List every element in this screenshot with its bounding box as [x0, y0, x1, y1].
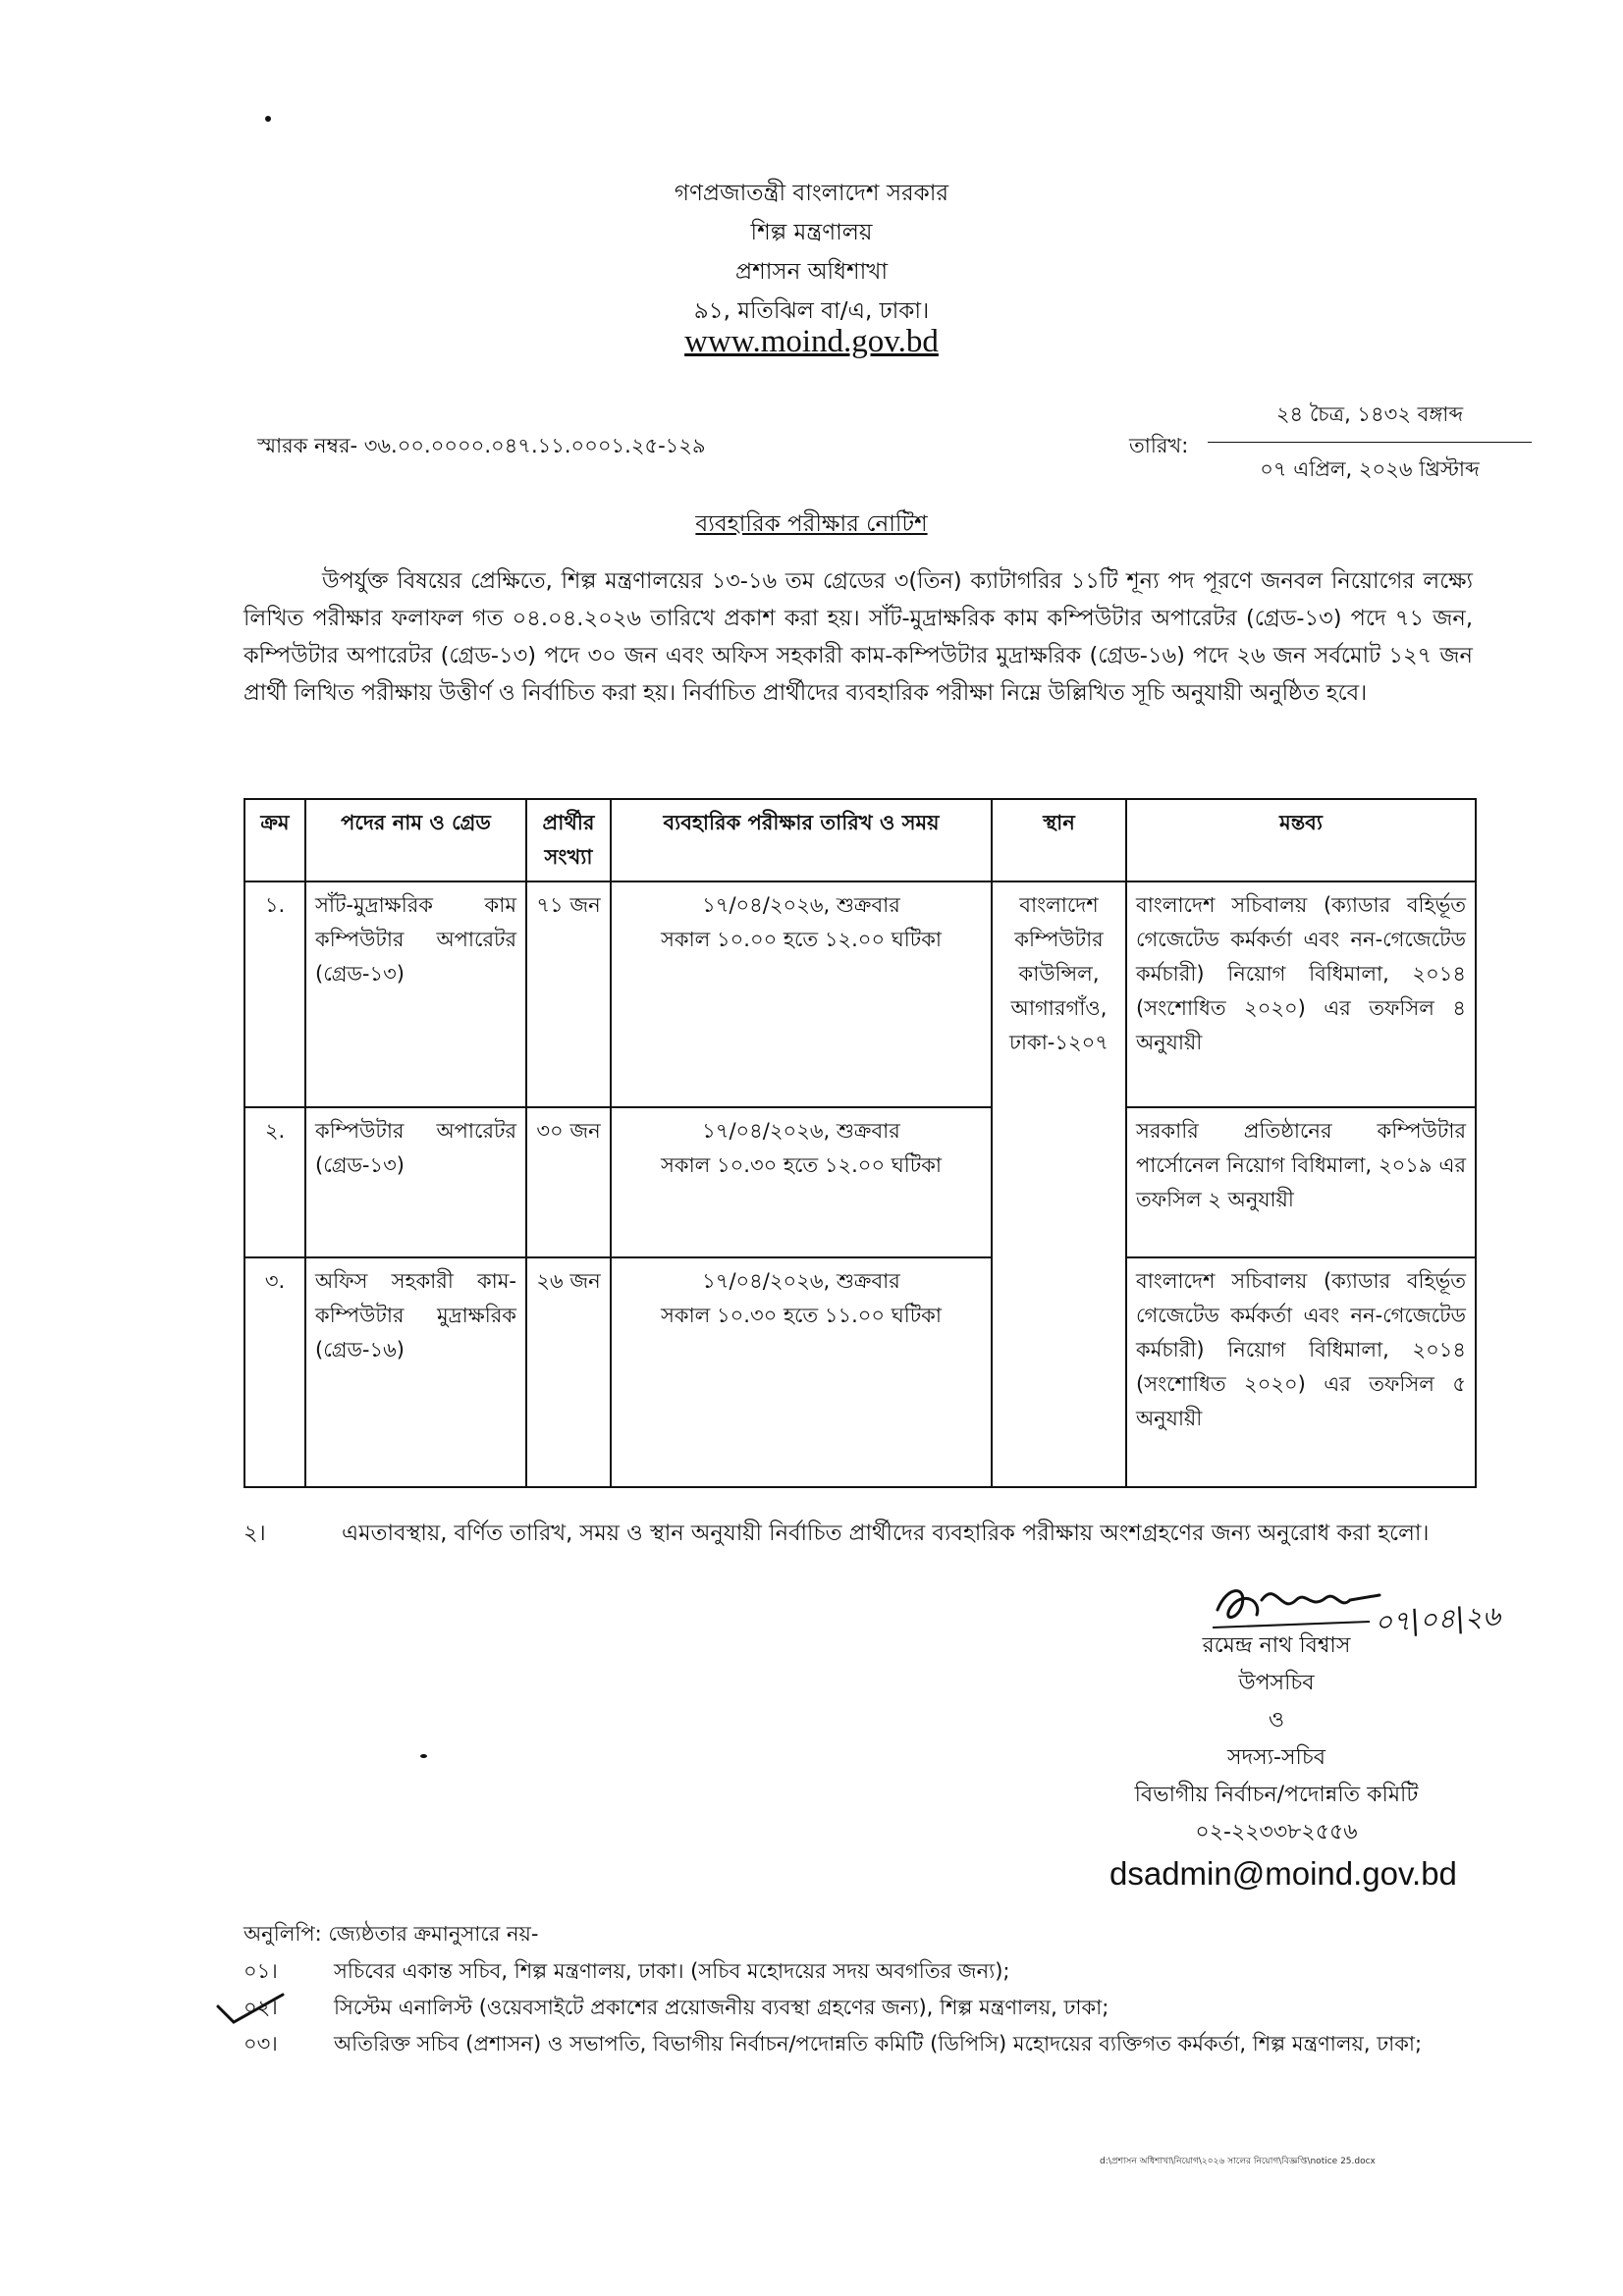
cell-remark: বাংলাদেশ সচিবালয় (ক্যাডার বহির্ভূত গেজেটেড কর্মকর্তা এবং নন-গেজেটেড কর্মচারী) নিয়োগ বিধিমালা, ২০১৪ (সংশোধিত ২০২০) এর তফসিল ৪ অনুযায়ী [1126, 881, 1476, 1107]
table-row [244, 1107, 1476, 1257]
list-item [243, 2026, 1473, 2062]
list-item-number: ০১। [243, 1959, 278, 1983]
table-row [244, 1257, 1476, 1487]
col-header-serial: ক্রম [244, 799, 305, 881]
distribution-list [243, 1953, 1473, 2062]
header-line-2: শিল্প মন্ত্রণালয় [750, 220, 873, 245]
distribution-heading: অনুলিপি: জ্যেষ্ঠতার ক্রমানুসারে নয়- [243, 1922, 539, 1946]
list-item [243, 1990, 1473, 2026]
cell-venue: বাংলাদেশ কম্পিউটার কাউন্সিল, আগারগাঁও, ঢাকা-১২০৭ [992, 881, 1126, 1487]
cell-datetime [611, 1107, 992, 1257]
signatory-role: সদস্য-সচিব [1227, 1745, 1325, 1770]
memo-number: স্মারক নম্বর- ৩৬.০০.০০০০.০৪৭.১১.০০০১.২৫-১২৯ [257, 434, 706, 457]
schedule-table [243, 798, 1477, 1488]
list-item [243, 1953, 1473, 1990]
cell-post: সাঁট-মুদ্রাক্ষরিক কাম কম্পিউটার অপারেটর (গ্রেড-১৩) [305, 881, 526, 1107]
cell-remark: বাংলাদেশ সচিবালয় (ক্যাডার বহির্ভূত গেজেটেড কর্মকর্তা এবং নন-গেজেটেড কর্মচারী) নিয়োগ বিধিমালা, ২০১৪ (সংশোধিত ২০২০) এর তফসিল ৫ অনুযায়ী [1126, 1257, 1476, 1487]
signatory-phone: ০২-২২৩৩৮২৫৫৬ [1195, 1820, 1358, 1844]
signatory-email[interactable]: dsadmin@moind.gov.bd [1109, 1855, 1457, 1892]
col-header-post: পদের নাম ও গ্রেড [305, 799, 526, 881]
signatory-name: রমেন্দ্র নাথ বিশ্বাস [1202, 1633, 1351, 1658]
table-row [244, 881, 1476, 1107]
signatory-block [1100, 1628, 1453, 1851]
scan-speck [420, 1754, 427, 1758]
cell-serial: ৩. [244, 1257, 305, 1487]
col-header-datetime: ব্যবহারিক পরীক্ষার তারিখ ও সময় [611, 799, 992, 881]
cell-count: ৩০ জন [526, 1107, 611, 1257]
cell-count: ২৬ জন [526, 1257, 611, 1487]
intro-paragraph: উপর্যুক্ত বিষয়ের প্রেক্ষিতে, শিল্প মন্ত্রণালয়ের ১৩-১৬ তম গ্রেডের ৩(তিন) ক্যাটাগরির ১১টি শূন্য পদ পূরণে জনবল নিয়োগের লক্ষ্যে লিখিত পরীক্ষার ফলাফল গত ০৪.০৪.২০২৬ তারিখে প্রকাশ করা হয়। সাঁট-মুদ্রাক্ষরিক কাম কম্পিউটার অপারেটর (গ্রেড-১৩) পদে ৭১ জন, কম্পিউটার অপারেটর (গ্রেড-১৩) পদে ৩০ জন এবং অফিস সহকারী কাম-কম্পিউটার মুদ্রাক্ষরিক (গ্রেড-১৬) পদে ২৬ জন সর্বমোট ১২৭ জন প্রার্থী লিখিত পরীক্ষায় উত্তীর্ণ ও নির্বাচিত করা হয়। নির্বাচিত প্রার্থীদের ব্যবহারিক পরীক্ষা নিম্নে উল্লিখিত সূচি অনুযায়ী অনুষ্ঠিত হবে। [243, 568, 1473, 706]
list-item-text: অতিরিক্ত সচিব (প্রশাসন) ও সভাপতি, বিভাগীয় নির্বাচন/পদোন্নতি কমিটি (ডিপিসি) মহোদয়ের ব্যক্তিগত কর্মকর্তা, শিল্প মন্ত্রণালয়, ঢাকা; [334, 2032, 1423, 2056]
footer-file-path: d:\প্রশাসন অধিশাখা\নিয়োগ\২০২৬ সালের নিয়োগ\বিজ্ঞপ্তি\notice 25.docx [1100, 2157, 1376, 2166]
cell-date: ১৭/০৪/২০২৬, শুক্রবার [702, 1269, 900, 1293]
date-divider [1208, 442, 1532, 443]
cell-datetime [611, 1257, 992, 1487]
header-line-4: ৯১, মতিঝিল বা/এ, ঢাকা। [693, 298, 930, 324]
signatory-committee: বিভাগীয় নির্বাচন/পদোন্নতি কমিটি [1134, 1783, 1419, 1807]
cell-time: সকাল ১০.০০ হতে ১২.০০ ঘটিকা [661, 928, 942, 951]
list-item-number: ০২। [243, 1996, 278, 2019]
scan-speck [265, 116, 271, 122]
cell-remark: সরকারি প্রতিষ্ঠানের কম্পিউটার পার্সোনেল নিয়োগ বিধিমালা, ২০১৯ এর তফসিল ২ অনুযায়ী [1126, 1107, 1476, 1257]
handwritten-date: ০৭|০৪|২৬ [1374, 1599, 1501, 1639]
header-line-3: প্রশাসন অধিশাখা [734, 259, 889, 285]
list-item-number: ০৩। [243, 2032, 278, 2056]
paragraph-2-number: ২। [243, 1521, 266, 1546]
date-label: তারিখ: [1129, 434, 1189, 457]
cell-time: সকাল ১০.৩০ হতে ১১.০০ ঘটিকা [661, 1304, 942, 1327]
signatory-designation: উপসচিব [1238, 1671, 1315, 1695]
paragraph-2-text: এমতাবস্থায়, বর্ণিত তারিখ, সময় ও স্থান অনুযায়ী নির্বাচিত প্রার্থীদের ব্যবহারিক পরীক্ষায় অংশগ্রহণের জন্য অনুরোধ করা হলো। [342, 1521, 1430, 1546]
col-header-count: প্রার্থীর সংখ্যা [526, 799, 611, 881]
cell-post: অফিস সহকারী কাম-কম্পিউটার মুদ্রাক্ষরিক (গ্রেড-১৬) [305, 1257, 526, 1487]
header-line-1: গণপ্রজাতন্ত্রী বাংলাদেশ সরকার [674, 181, 949, 206]
cell-count: ৭১ জন [526, 881, 611, 1107]
paragraph-2 [243, 1515, 1473, 1552]
cell-date: ১৭/০৪/২০২৬, শুক্রবার [702, 893, 900, 917]
table-header-row [244, 799, 1476, 881]
checkmark-icon [214, 1989, 293, 2028]
notice-title: ব্যবহারিক পরীক্ষার নোটিশ [695, 511, 928, 537]
cell-date: ১৭/০৪/২০২৬, শুক্রবার [702, 1119, 900, 1143]
list-item-text: সিস্টেম এনালিস্ট (ওয়েবসাইটে প্রকাশের প্রয়োজনীয় ব্যবস্থা গ্রহণের জন্য), শিল্প মন্ত্রণালয়, ঢাকা; [334, 1996, 1109, 2019]
col-header-venue: স্থান [992, 799, 1126, 881]
date-gregorian: ০৭ এপ্রিল, ২০২৬ খ্রিস্টাব্দ [1260, 457, 1480, 481]
website-link[interactable]: www.moind.gov.bd [684, 324, 939, 359]
cell-time: সকাল ১০.৩০ হতে ১২.০০ ঘটিকা [661, 1153, 942, 1177]
col-header-remark: মন্তব্য [1126, 799, 1476, 881]
cell-serial: ২. [244, 1107, 305, 1257]
list-item-text: সচিবের একান্ত সচিব, শিল্প মন্ত্রণালয়, ঢাকা। (সচিব মহোদয়ের সদয় অবগতির জন্য); [334, 1959, 1010, 1983]
signatory-conjunction: ও [1268, 1708, 1285, 1733]
cell-serial: ১. [244, 881, 305, 1107]
notice-title-wrap [0, 506, 1623, 544]
cell-datetime [611, 881, 992, 1107]
cell-post: কম্পিউটার অপারেটর (গ্রেড-১৩) [305, 1107, 526, 1257]
date-bangla: ২৪ চৈত্র, ১৪৩২ বঙ্গাব্দ [1275, 402, 1464, 426]
